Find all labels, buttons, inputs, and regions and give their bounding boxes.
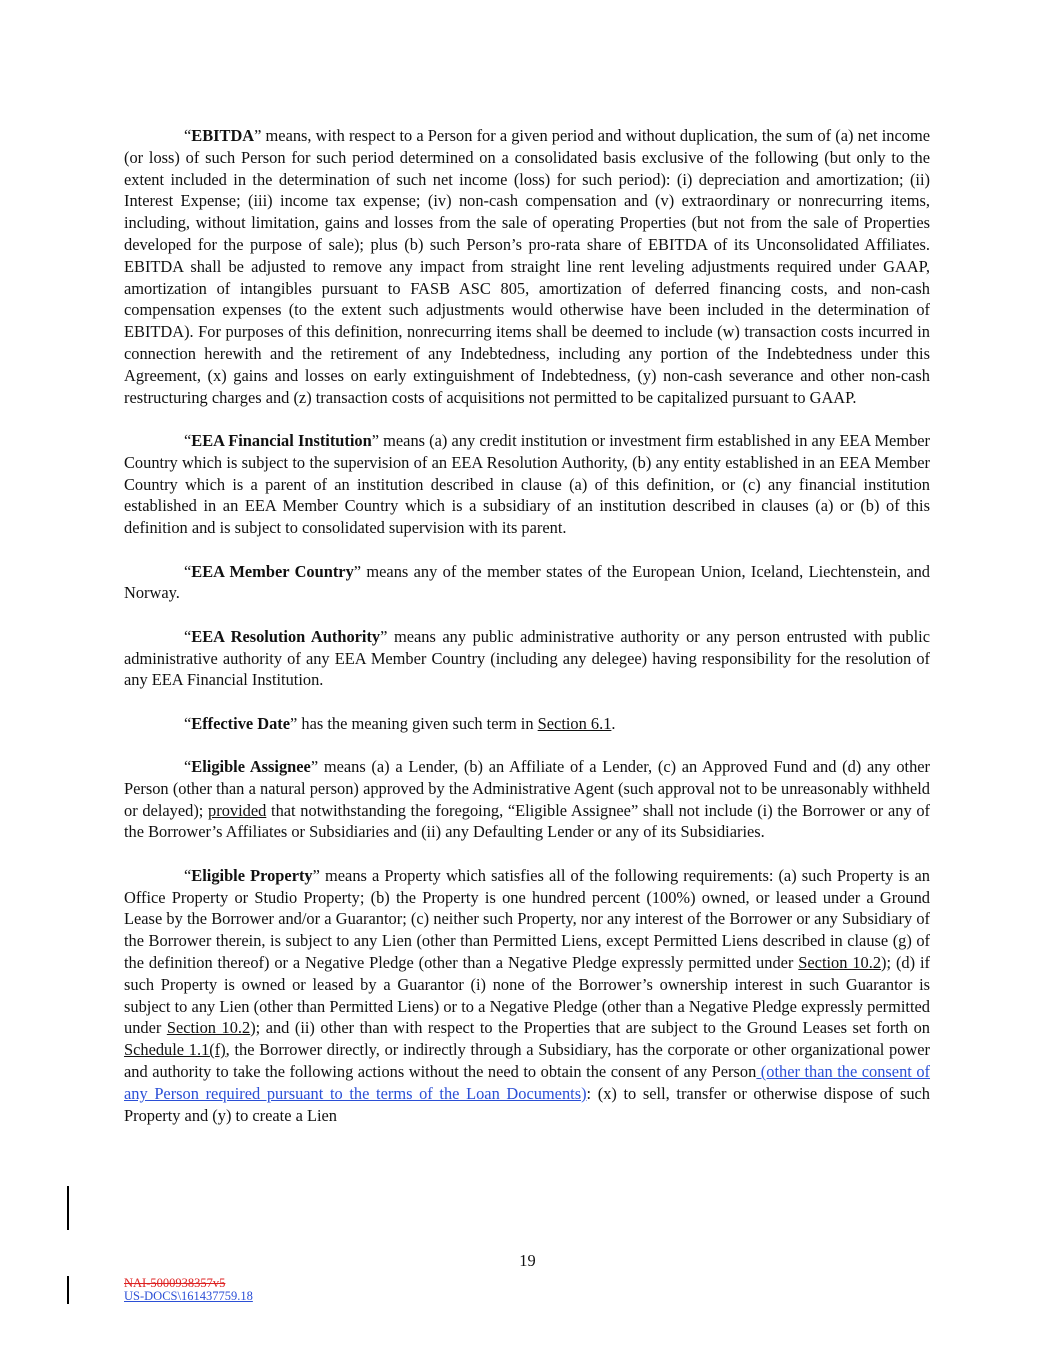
defined-term: EEA Member Country (191, 561, 354, 581)
definition-eligible-property (124, 865, 930, 1127)
section-reference-link[interactable]: Section 10.2 (798, 953, 882, 973)
definition-ebitda (124, 125, 930, 408)
definition-eea-financial-institution (124, 430, 930, 539)
open-quote: “ (184, 126, 192, 145)
definition-text: ” means any of the member states of the European Union, Iceland, Liechtenstein, and Norway. (124, 561, 931, 603)
definition-text: ); and (ii) other than with respect to the Properties that are subject to the Ground Leases set forth on (250, 1018, 931, 1038)
definition-text: ” means, with respect to a Person for a given period and without duplication, the sum of (a) net income (or loss) of such Person for such period determined on a consolidated basis exclusive of the following (but only to the extent included in the determination of such net income (loss) for such period): (i) depreciation and amortization; (ii) Interest Expense; (iii) income tax expense; (iv) non-cash compensation and (v) extraordinary or nonrecurring items, including, without limitation, gains and losses from the sale of operating Properties (but not from the sale of Properties developed for the purpose of sale); plus (b) such Person’s pro-rata share of EBITDA of its Unconsolidated Affiliates. EBITDA shall be adjusted to remove any impact from straight line rent leveling adjustments required under GAAP, amortization of intangibles pursuant to FASB ASC 805, amortization of deferred financing costs, and non-cash compensation expenses (to the extent such adjustments would otherwise have been included in the determination of EBITDA). For purposes of this definition, nonrecurring items shall be deemed to include (w) transaction costs incurred in connection herewith and the retirement of any Indebtedness, including any portion of the Indebtedness under this Agreement, (x) gains and losses on early extinguishment of Indebtedness, (y) non-cash severance and other non-cash restructuring charges and (z) transaction costs of acquisitions not permitted to be capitalized pursuant to GAAP. (124, 126, 930, 407)
schedule-reference-link[interactable]: Schedule 1.1(f) (124, 1040, 226, 1060)
defined-term: Eligible Assignee (191, 757, 311, 777)
section-reference-link[interactable]: Section 6.1 (537, 713, 612, 733)
definition-eligible-assignee (124, 756, 930, 843)
definition-text: , the Borrower directly, or indirectly through a Subsidiary, has the corporate or other organizational power and authority to take the following actions without the need to obtain the consent of any Person (124, 1040, 930, 1082)
defined-term: EBITDA (191, 126, 255, 145)
open-quote: “ (184, 561, 192, 581)
open-quote: “ (184, 626, 192, 646)
change-bar (67, 1276, 69, 1304)
definition-text: ); (d) if such Property is owned or leased by a Guarantor (i) none of the Borrower’s ownership interest in such Guarantor is subject to any Lien (other than Permitted Liens) or to a Negative Pledge (other than a Negative Pledge expressly permitted under (124, 953, 930, 1038)
open-quote: “ (184, 865, 192, 885)
definition-eea-member-country (124, 561, 930, 605)
page-number: 19 (519, 1251, 536, 1270)
defined-term: EEA Resolution Authority (191, 626, 381, 646)
definition-text: . (611, 713, 616, 733)
definition-text: that notwithstanding the foregoing, “Eligible Assignee” shall not include (i) the Borrower or any of the Borrower’s Affiliates or Subsidiaries and (ii) any Defaulting Lender or any of its Subsidiaries. (124, 800, 930, 842)
definition-effective-date (124, 713, 930, 735)
open-quote: “ (184, 430, 192, 450)
section-reference-link[interactable]: Section 10.2 (166, 1018, 251, 1038)
definition-text: : (x) to sell, transfer or otherwise dispose of such Property and (y) to create a Lien (124, 1083, 930, 1125)
deleted-document-id: NAI-5000938357v5 (124, 1276, 226, 1290)
defined-term: Eligible Property (191, 865, 313, 885)
open-quote: “ (184, 713, 192, 733)
inserted-revision-text: (other than the consent of any Person required pursuant to the terms of the Loan Documents) (124, 1062, 931, 1103)
definition-eea-resolution-authority (124, 626, 930, 691)
defined-term: Effective Date (191, 713, 291, 733)
definition-text: ” means any public administrative authority or any person entrusted with public administrative authority of any EEA Member Country (including any delegee) having responsibility for the resolution of any EEA Financial Institution. (124, 626, 930, 690)
definition-text: ” means (a) a Lender, (b) an Affiliate of a Lender, (c) an Approved Fund and (d) any other Person (other than a natural person) approved by the Administrative Agent (such approval not to be unreasonably withheld or delayed); (124, 757, 931, 820)
open-quote: “ (184, 757, 192, 777)
provided-emphasis: provided (208, 800, 267, 820)
defined-term: EEA Financial Institution (191, 430, 372, 450)
definition-text: ” means a Property which satisfies all of the following requirements: (a) such Property is an Office Property or Studio Property; (b) the Property is one hundred percent (100%) owned, or leased under a Ground Lease by the Borrower and/or a Guarantor; (c) neither such Property, nor any interest of the Borrower or any Subsidiary of the Borrower therein, is subject to any Lien (other than Permitted Liens, except Permitted Liens described in clause (g) of the definition thereof) or a Negative Pledge (other than a Negative Pledge expressly permitted under (124, 865, 930, 973)
document-body (124, 125, 930, 1148)
document-footer (124, 1277, 253, 1303)
inserted-document-id: US-DOCS\161437759.18 (124, 1289, 253, 1303)
definition-text: ” means (a) any credit institution or investment firm established in any EEA Member Country which is subject to the supervision of an EEA Resolution Authority, (b) any entity established in an EEA Member Country which is a parent of an institution described in clause (a) of this definition, or (c) any financial institution established in an EEA Member Country which is a subsidiary of an institution described in clauses (a) or (b) of this definition and is subject to consolidated supervision with its parent. (124, 430, 930, 538)
change-bar (67, 1186, 69, 1230)
definition-text: ” has the meaning given such term in (290, 713, 538, 733)
